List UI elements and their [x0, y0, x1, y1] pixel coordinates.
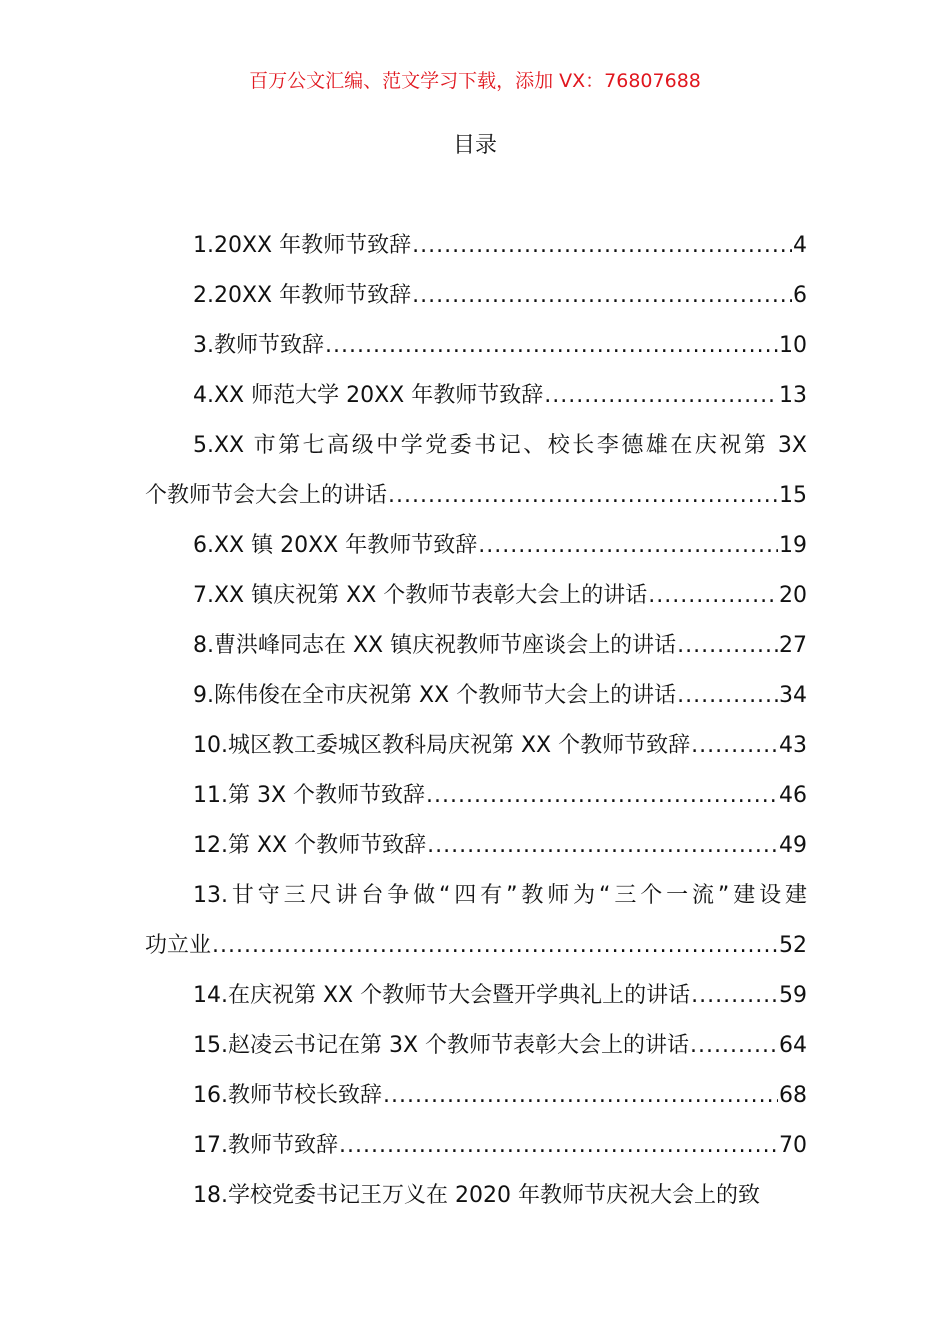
dot-leader	[677, 628, 778, 664]
toc-entry-title: 1.20XX 年教师节致辞	[193, 233, 412, 258]
toc-page-number: 20	[779, 583, 807, 608]
header-note: 百万公文汇编、范文学习下载，添加 VX：76807688	[249, 70, 701, 92]
dot-leader	[412, 278, 792, 314]
toc-page-number: 15	[779, 483, 807, 508]
toc-entry[interactable]	[145, 1128, 807, 1178]
dot-leader	[691, 978, 778, 1014]
dot-leader	[388, 478, 778, 514]
toc-entry-title: 17.教师节致辞	[193, 1133, 338, 1158]
toc-entry[interactable]	[145, 1078, 807, 1128]
toc-page-number: 64	[779, 1033, 807, 1058]
toc-entry[interactable]	[145, 628, 807, 678]
dot-leader	[478, 528, 778, 564]
dot-leader	[339, 1128, 778, 1164]
toc-page-number: 46	[779, 783, 807, 808]
toc-entry[interactable]	[145, 578, 807, 628]
toc-page-number: 34	[779, 683, 807, 708]
dot-leader	[383, 1078, 778, 1114]
toc-page-number: 52	[779, 933, 807, 958]
toc-entry-title: 10.城区教工委城区教科局庆祝第 XX 个教师节致辞	[193, 733, 691, 758]
toc-entry-title: 18.学校党委书记王万义在 2020 年教师节庆祝大会上的致	[193, 1183, 760, 1208]
toc-entry[interactable]	[145, 728, 807, 778]
toc-entry-title: 9.陈伟俊在全市庆祝第 XX 个教师节大会上的讲话	[193, 683, 677, 708]
dot-leader	[412, 228, 792, 264]
dot-leader	[426, 778, 778, 814]
toc-entry-title: 6.XX 镇 20XX 年教师节致辞	[193, 533, 478, 558]
toc-page-number: 59	[779, 983, 807, 1008]
dot-leader	[427, 828, 778, 864]
toc-entry-title: 7.XX 镇庆祝第 XX 个教师节表彰大会上的讲话	[193, 583, 648, 608]
toc-page-number: 43	[779, 733, 807, 758]
toc-entry[interactable]	[145, 1028, 807, 1078]
toc-entry-title: 11.第 3X 个教师节致辞	[193, 783, 426, 808]
toc-entry[interactable]	[145, 528, 807, 578]
dot-leader	[690, 1028, 778, 1064]
toc-entry[interactable]	[145, 328, 807, 378]
toc-entry-title: 15.赵凌云书记在第 3X 个教师节表彰大会上的讲话	[193, 1033, 690, 1058]
toc-entry-title: 个教师节会大会上的讲话	[145, 483, 388, 508]
toc-entry-title: 4.XX 师范大学 20XX 年教师节致辞	[193, 383, 544, 408]
toc-page-number: 13	[779, 383, 807, 408]
toc-entry-title: 2.20XX 年教师节致辞	[193, 283, 412, 308]
toc-entry[interactable]	[145, 778, 807, 828]
toc-entry[interactable]	[145, 228, 807, 278]
toc-entry-title: 功立业	[145, 933, 212, 958]
toc-entry[interactable]	[145, 428, 807, 528]
dot-leader	[212, 928, 778, 964]
table-of-contents	[145, 228, 807, 1228]
toc-entry[interactable]	[145, 828, 807, 878]
toc-entry[interactable]	[145, 378, 807, 428]
toc-page-number: 10	[779, 333, 807, 358]
toc-page-number: 27	[779, 633, 807, 658]
toc-entry[interactable]	[145, 878, 807, 978]
dot-leader	[691, 728, 778, 764]
toc-entry-title: 14.在庆祝第 XX 个教师节大会暨开学典礼上的讲话	[193, 983, 691, 1008]
toc-title: 目录	[452, 133, 497, 158]
toc-page-number: 68	[779, 1083, 807, 1108]
toc-entry-title: 12.第 XX 个教师节致辞	[193, 833, 427, 858]
toc-entry-title: 16.教师节校长致辞	[193, 1083, 382, 1108]
dot-leader	[648, 578, 778, 614]
dot-leader	[544, 378, 778, 414]
toc-entry-title: 5.XX 市第七高级中学党委书记、校长李德雄在庆祝第 3X	[193, 433, 807, 458]
toc-entry[interactable]	[145, 678, 807, 728]
toc-entry-title: 8.曹洪峰同志在 XX 镇庆祝教师节座谈会上的讲话	[193, 633, 677, 658]
toc-entry[interactable]	[145, 278, 807, 328]
dot-leader	[325, 328, 778, 364]
toc-entry[interactable]	[145, 978, 807, 1028]
toc-entry-title: 13.甘守三尺讲台争做“四有”教师为“三个一流”建设建	[193, 883, 807, 908]
toc-page-number: 6	[793, 283, 807, 308]
toc-page-number: 70	[779, 1133, 807, 1158]
toc-entry-title: 3.教师节致辞	[193, 333, 324, 358]
toc-entry[interactable]	[145, 1178, 807, 1228]
toc-page-number: 4	[793, 233, 807, 258]
toc-page-number: 19	[779, 533, 807, 558]
dot-leader	[677, 678, 778, 714]
toc-page-number: 49	[779, 833, 807, 858]
